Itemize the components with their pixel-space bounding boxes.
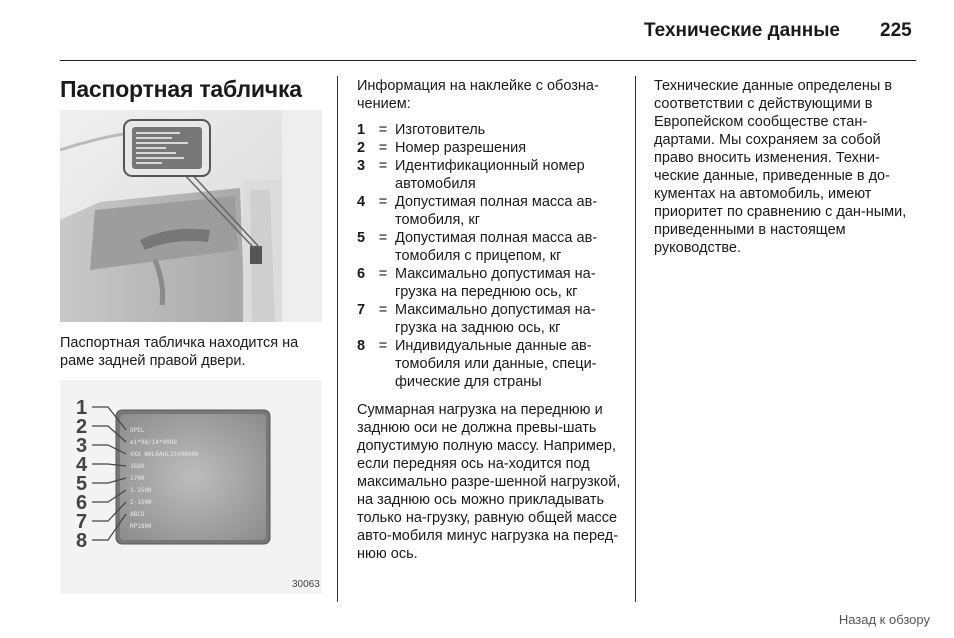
callout-number: 8 [76,530,88,552]
legend-item [357,139,625,157]
plate-diagram [60,380,322,594]
legend-item-number: 8 [357,338,366,354]
legend-item-number: 7 [357,302,366,318]
legend-item [357,157,625,193]
plate-text-line: 1-1500 [130,487,152,494]
plate-text-line: RP1800 [130,523,152,530]
right-column-text: Технические данные определены в соответствии с действующими в Европейском сообществе стан-дартами. Мы сохраняем за собой право вносить изменения. Техни-ческие данные, приведенные в до-кументах на автомобиль, имеют приоритет по сравнению с дан-ными, приведенными в настоящем руководстве. [654,78,907,256]
section-title: Паспортная табличка [60,76,302,102]
legend-item [357,229,625,265]
callout-number: 2 [76,416,88,438]
legend-item [357,193,625,229]
callout-number: 5 [76,473,88,495]
legend-intro: Информация на наклейке с обозна-чением: [357,78,599,112]
legend-item-equals: = [378,338,388,354]
plate-text-line: 2-1500 [130,499,152,506]
legend-item-text: Идентификационный номер автомобиля [395,158,585,192]
legend-item-text: Индивидуальные данные ав-томобиля или данные, специ-фические для страны [395,338,597,390]
legend-item-equals: = [378,302,388,318]
figure-id: 30063 [292,579,320,590]
header-divider [60,60,916,61]
legend-item-text: Номер разрешения [395,140,527,156]
column-divider [337,76,338,602]
chapter-title: Технические данные [643,20,840,41]
legend-item-text: Допустимая полная масса ав-томобиля, кг [395,194,598,228]
plate-text-line: ABCD [130,511,145,518]
legend-item [357,337,625,391]
legend-item-text: Максимально допустимая на-грузка на заднюю ось, кг [395,302,596,336]
legend-item-equals: = [378,140,388,156]
callout-number: 3 [76,435,88,457]
legend-item-equals: = [378,158,388,174]
plate-text-line: VXX W0L0AHL35V00000 [130,451,199,458]
legend-item-equals: = [378,194,388,210]
legend-item [357,121,625,139]
legend-item-equals: = [378,122,388,138]
legend-item-equals: = [378,266,388,282]
legend-item [357,265,625,301]
callout-number: 1 [76,397,88,419]
door-frame-photo [60,110,322,322]
legend-item-number: 2 [357,140,366,156]
back-to-overview-link[interactable]: Назад к обзору [838,612,930,627]
load-note: Суммарная нагрузка на переднюю и заднюю оси не должна превы-шать допустимую полную массу. Например, если передняя ось на-ходится под максимально разре-шенной нагрузкой, на заднюю ось можно прикладывать только на-грузку, равную общей массе авто-мобиля минус нагрузка на перед-нюю ось. [357,402,621,562]
plate-text-line: e1*98/14*0088 [130,439,177,446]
legend-item-text: Допустимая полная масса ав-томобиля с прицепом, кг [395,230,598,264]
plate-text-line: 1700 [130,475,145,482]
plate-text-line: 1680 [130,463,145,470]
legend-item-number: 3 [357,158,366,174]
callout-number: 7 [76,511,88,533]
callout-number: 6 [76,492,88,514]
legend-item-number: 5 [357,230,366,246]
legend-item-number: 6 [357,266,366,282]
plate-text-line: OPEL [130,427,145,434]
legend-item-number: 1 [357,122,366,138]
legend-item-text: Максимально допустимая на-грузка на переднюю ось, кг [395,266,596,300]
photo-caption: Паспортная табличка находится на раме задней правой двери. [60,335,299,369]
legend-item-number: 4 [357,194,366,210]
page-number: 225 [880,20,912,41]
column-divider [635,76,636,602]
legend-item [357,301,625,337]
legend-item-text: Изготовитель [395,122,486,138]
legend-list [357,121,625,391]
legend-column [357,77,625,563]
callout-number: 4 [76,454,88,476]
legend-item-equals: = [378,230,388,246]
